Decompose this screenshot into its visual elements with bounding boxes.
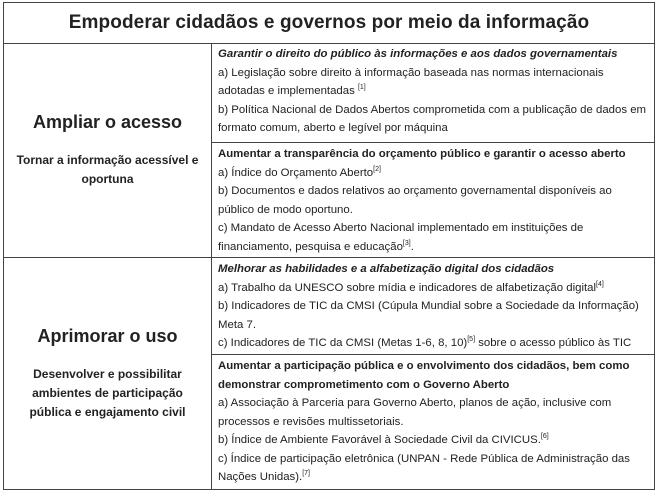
table-title: Empoderar cidadãos e governos por meio da informação	[4, 3, 654, 44]
section-ampliar-acesso	[4, 43, 212, 258]
cell-title: Garantir o direito do público às informações e aos dados governamentais	[218, 48, 618, 60]
footnote-ref[interactable]: [4]	[596, 280, 604, 288]
cell-participacao-publica	[212, 355, 654, 489]
list-item: a) Trabalho da UNESCO sobre mídia e indicadores de alfabetização digital[4]	[218, 280, 604, 294]
list-item: c) Indicadores de TIC da CMSI (Metas 1-6, 8, 10)[5] sobre o acesso público às TIC	[218, 336, 632, 349]
cell-title: Melhorar as habilidades e a alfabetização digital dos cidadãos	[218, 263, 555, 275]
cell-transparencia-orcamento	[212, 143, 654, 258]
list-item: a) Índice do Orçamento Aberto[2]	[218, 165, 381, 179]
cell-garantir-direito	[212, 43, 654, 143]
list-item: b) Documentos e dados relativos ao orçamento governamental disponíveis ao público de modo oportuno.	[218, 185, 612, 216]
cell-alfabetizacao-digital	[212, 258, 654, 355]
section-aprimorar-uso	[4, 258, 212, 489]
list-item: c) Mandato de Acesso Aberto Nacional implementado em instituições de financiamento, pesquisa e educação[3].	[218, 222, 584, 253]
info-table	[3, 2, 655, 490]
footnote-ref[interactable]: [6]	[540, 433, 549, 440]
list-item: b) Indicadores de TIC da CMSI (Cúpula Mundial sobre a Sociedade da Informação) Meta 7.	[218, 300, 639, 331]
list-item: b) Índice de Ambiente Favorável à Sociedade Civil da CIVICUS.[6]	[218, 433, 549, 446]
list-item: a) Associação à Parceria para Governo Aberto, planos de ação, inclusive com processos e revisões multissetoriais.	[218, 397, 612, 428]
footnote-ref[interactable]: [2]	[373, 165, 381, 173]
footnote-ref[interactable]: [1]	[357, 84, 366, 91]
cell-title: Aumentar a transparência do orçamento público e garantir o acesso aberto	[218, 148, 626, 160]
section-subheading: Tornar a informação acessível e oportuna	[16, 152, 199, 186]
footnote-ref[interactable]: [5]	[467, 336, 476, 343]
footnote-ref[interactable]: [3]	[402, 239, 411, 247]
list-item: b) Política Nacional de Dados Abertos comprometida com a publicação de dados em formato comum, aberto e legível por máquina	[218, 103, 647, 134]
footnote-ref[interactable]: [7]	[302, 470, 310, 477]
section-heading: Ampliar o acesso	[32, 111, 183, 132]
cell-title: Aumentar a participação pública e o envolvimento dos cidadãos, bem como demonstrar comprometimento com o Governo Aberto	[218, 360, 630, 391]
list-item: a) Legislação sobre direito à informação baseada nas normas internacionais adotadas e implementadas [1]	[218, 66, 604, 97]
list-item: c) Índice de participação eletrônica (UNPAN - Rede Pública de Administração das Nações Unidas).[7]	[218, 452, 630, 483]
section-subheading: Desenvolver e possibilitar ambientes de participação pública e engajamento civil	[29, 366, 186, 419]
section-heading: Aprimorar o uso	[37, 325, 178, 346]
